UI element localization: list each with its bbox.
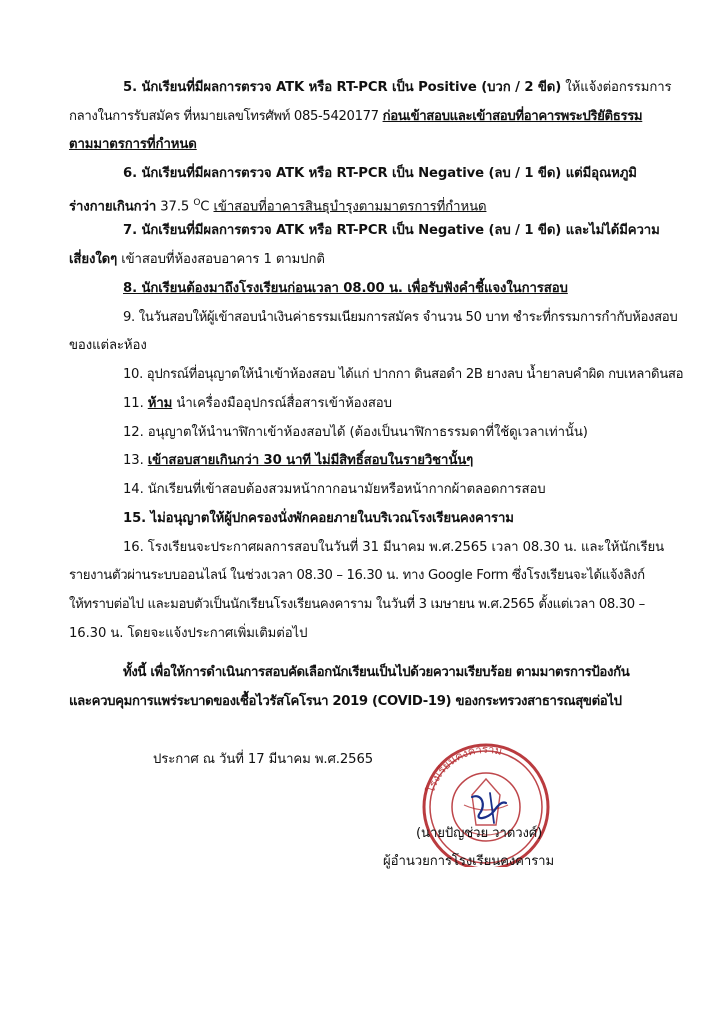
- item-6-line-1: 6. นักเรียนที่มีผลการตรวจ ATK หรือ RT-PCR เป็น Negative (ลบ / 1 ขีด) แต่มีอุณหภูมิ: [123, 166, 637, 181]
- item-5-bold: 5. นักเรียนที่มีผลการตรวจ ATK หรือ RT-PCR เป็น Positive (บวก / 2 ขีด): [123, 80, 562, 95]
- closing-line-1: ทั้งนี้ เพื่อให้การดำเนินการสอบคัดเลือกนักเรียนเป็นไปด้วยความเรียบร้อย ตามมาตรการป้องกัน: [123, 665, 630, 680]
- item-9-line-1: 9. ในวันสอบให้ผู้เข้าสอบนำเงินค่าธรรมเนียมการสมัคร จำนวน 50 บาท ชำระที่กรรมการกำกับห้องสอบ: [123, 310, 678, 325]
- item-16-line-1: 16. โรงเรียนจะประกาศผลการสอบในวันที่ 31 มีนาคม พ.ศ.2565 เวลา 08.30 น. และให้นักเรียน: [123, 540, 665, 555]
- item-5-phone-text: กลางในการรับสมัคร ที่หมายเลขโทรศัพท์ 085-5420177: [69, 109, 383, 124]
- item-11-rest: นำเครื่องมืออุปกรณ์สื่อสารเข้าห้องสอบ: [172, 396, 392, 411]
- item-11: [123, 395, 392, 413]
- item-11-ban: ห้าม: [147, 396, 173, 411]
- item-5-rest: ให้แจ้งต่อกรรมการ: [561, 80, 672, 95]
- item-15: 15. ไม่อนุญาตให้ผู้ปกครองนั่งพักคอยภายในบริเวณโรงเรียนคงคาราม: [123, 511, 514, 526]
- item-16-line-3: ให้ทราบต่อไป และมอบตัวเป็นนักเรียนโรงเรียนคงคาราม ในวันที่ 3 เมษายน พ.ศ.2565 ตั้งแต่เวลา 08.30 –: [69, 597, 645, 612]
- seal-text: โรงเรียนคงคาราม: [424, 742, 504, 795]
- item-6-temp-value: 37.5: [156, 199, 194, 215]
- item-16-line-2: รายงานตัวผ่านระบบออนไลน์ ในช่วงเวลา 08.30 – 16.30 น. ทาง Google Form ซึ่งโรงเรียนจะได้แจ้งลิงก์: [69, 568, 645, 583]
- item-5-line-2: [69, 108, 642, 126]
- item-5-underlined: ก่อนเข้าสอบและเข้าสอบที่อาคารพระปริยัติธรรม: [382, 109, 643, 124]
- item-13-text: เข้าสอบสายเกินกว่า 30 นาที ไม่มีสิทธิ์สอบในรายวิชานั้นๆ: [147, 453, 474, 468]
- item-10: 10. อุปกรณ์ที่อนุญาตให้นำเข้าห้องสอบ ได้แก่ ปากกา ดินสอดำ 2B ยางลบ น้ำยาลบคำผิด กบเหลาดินสอ: [123, 367, 684, 382]
- item-7-bold: เสี่ยงใดๆ: [69, 252, 118, 267]
- item-7-rest: เข้าสอบที่ห้องสอบอาคาร 1 ตามปกติ: [117, 252, 325, 267]
- item-6-celsius: C: [200, 199, 214, 215]
- item-8: 8. นักเรียนต้องมาถึงโรงเรียนก่อนเวลา 08.00 น. เพื่อรับฟังคำชี้แจงในการสอบ: [123, 281, 568, 296]
- item-14: 14. นักเรียนที่เข้าสอบต้องสวมหน้ากากอนามัยหรือหน้ากากผ้าตลอดการสอบ: [123, 482, 546, 497]
- svg-text:โรงเรียนคงคาราม: [423, 743, 503, 795]
- item-7-line-1: 7. นักเรียนที่มีผลการตรวจ ATK หรือ RT-PCR เป็น Negative (ลบ / 1 ขีด) และไม่ได้มีความ: [123, 223, 660, 238]
- item-5-line-1: [123, 79, 672, 97]
- announcement-date: ประกาศ ณ วันที่ 17 มีนาคม พ.ศ.2565: [153, 752, 374, 767]
- seal-icon: [423, 743, 548, 867]
- item-11-num: 11.: [123, 396, 148, 411]
- school-seal-stamp: [402, 735, 570, 867]
- item-16-line-4: 16.30 น. โดยจะแจ้งประกาศเพิ่มเติมต่อไป: [69, 626, 308, 641]
- item-5-line-3: ตามมาตรการที่กำหนด: [69, 137, 197, 152]
- closing-line-2: และควบคุมการแพร่ระบาดของเชื้อไวรัสโคโรนา 2019 (COVID-19) ของกระทรวงสาธารณสุขต่อไป: [69, 694, 622, 709]
- item-6-line-2: [69, 194, 486, 216]
- item-6-degree: O: [193, 198, 201, 208]
- item-9-line-2: ของแต่ละห้อง: [69, 338, 147, 353]
- item-13-num: 13.: [123, 453, 148, 468]
- signer-name: (นายปัญช่วย วาตวงศ์): [416, 826, 543, 841]
- item-7-line-2: [69, 251, 325, 269]
- item-6-body-temp: ร่างกายเกินกว่า: [69, 199, 157, 215]
- signer-title: ผู้อำนวยการโรงเรียนคงคาราม: [383, 854, 555, 869]
- item-13: [123, 452, 473, 470]
- item-6-underlined: เข้าสอบที่อาคารสินธุบำรุงตามมาตรการที่กำหนด: [213, 199, 487, 215]
- item-12: 12. อนุญาตให้นำนาฬิกาเข้าห้องสอบได้ (ต้องเป็นนาฬิกาธรรมดาที่ใช้ดูเวลาเท่านั้น): [123, 425, 588, 440]
